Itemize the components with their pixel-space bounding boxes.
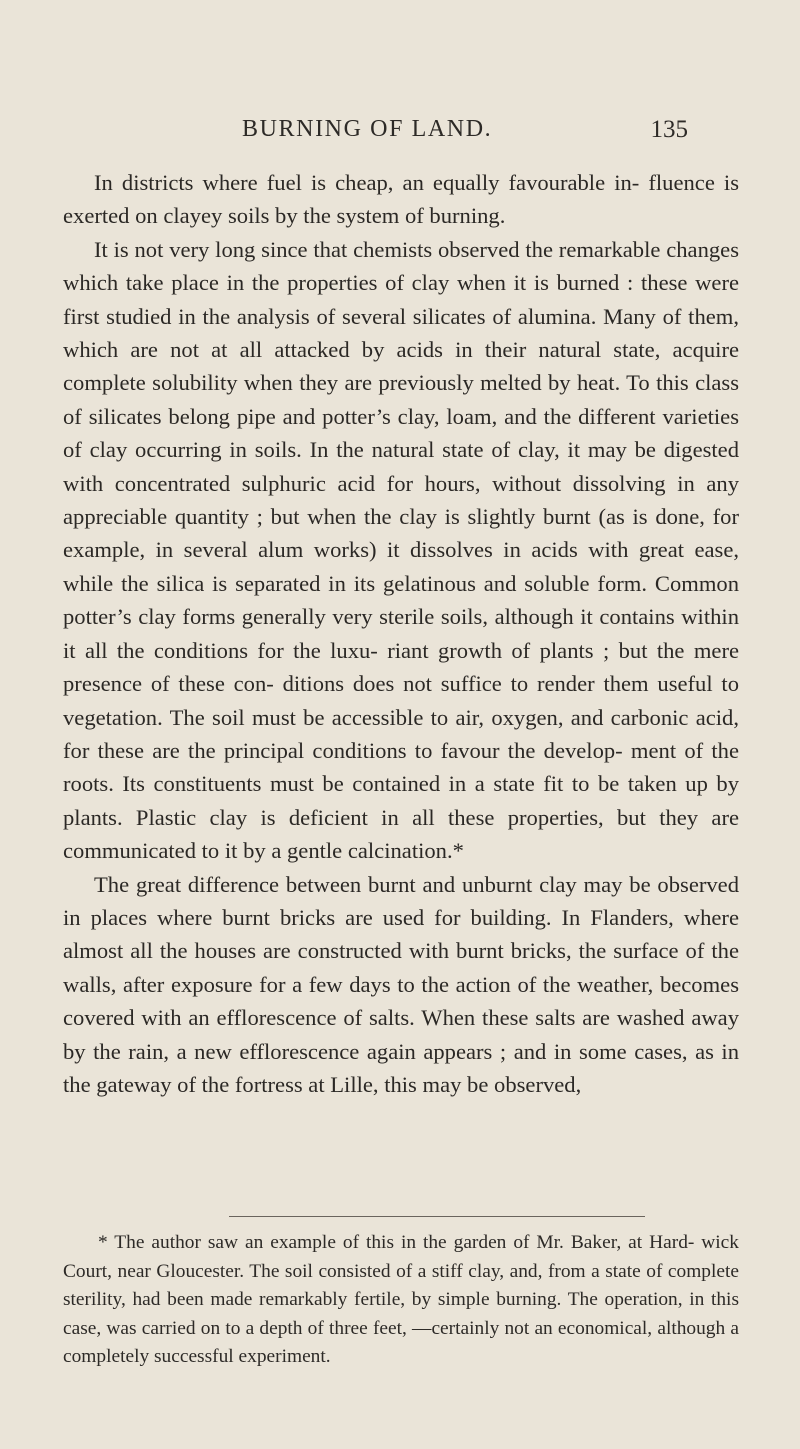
page-header [218,116,688,156]
page-number: 135 [650,116,688,143]
paragraph-1: In districts where fuel is cheap, an equally favourable in- fluence is exerted on clayey soils by the system of burning. [63,170,739,229]
footnote: * The author saw an example of this in the garden of Mr. Baker, at Hard- wick Court, near Gloucester. The soil consisted of a stiff clay, and, from a state of complete sterility, had been made remarkably fertile, by simple burning. The operation, in this case, was carried on to a depth of three feet, —certainly not an economical, although a completely successful experiment. [63,1232,739,1368]
footnote-divider [229,1216,645,1217]
body-text [63,166,739,1101]
running-title: BURNING OF LAND. [242,116,493,142]
paragraph-2: It is not very long since that chemists observed the remarkable changes which take place in the properties of clay when it is burned : these were first studied in the analysis of several silicates of alumina. Many of them, which are not at all attacked by acids in their natural state, acquire complete solubility when they are previously melted by heat. To this class of silicates belong pipe and potter’s clay, loam, and the different varieties of clay occurring in soils. In the natural state of clay, it may be digested with concentrated sulphuric acid for hours, without dissolving in any appreciable quantity ; but when the clay is slightly burnt (as is done, for example, in several alum works) it dissolves in acids with great ease, while the silica is separated in its gelatinous and soluble form. Common potter’s clay forms generally very sterile soils, although it contains within it all the conditions for the luxu- riant growth of plants ; but the mere presence of these con- ditions does not suffice to render them useful to vegetation. The soil must be accessible to air, oxygen, and carbonic acid, for these are the principal conditions to favour the develop- ment of the roots. Its constituents must be contained in a state fit to be taken up by plants. Plastic clay is deficient in all these properties, but they are communicated to it by a gentle calcination.* [63,236,739,864]
paragraph-3: The great difference between burnt and unburnt clay may be observed in places where burnt bricks are used for building. In Flanders, where almost all the houses are constructed with burnt bricks, the surface of the walls, after exposure for a few days to the action of the weather, becomes covered with an efflorescence of salts. When these salts are washed away by the rain, a new efflorescence again appears ; and in some cases, as in the gateway of the fortress at Lille, this may be observed, [63,871,739,1097]
